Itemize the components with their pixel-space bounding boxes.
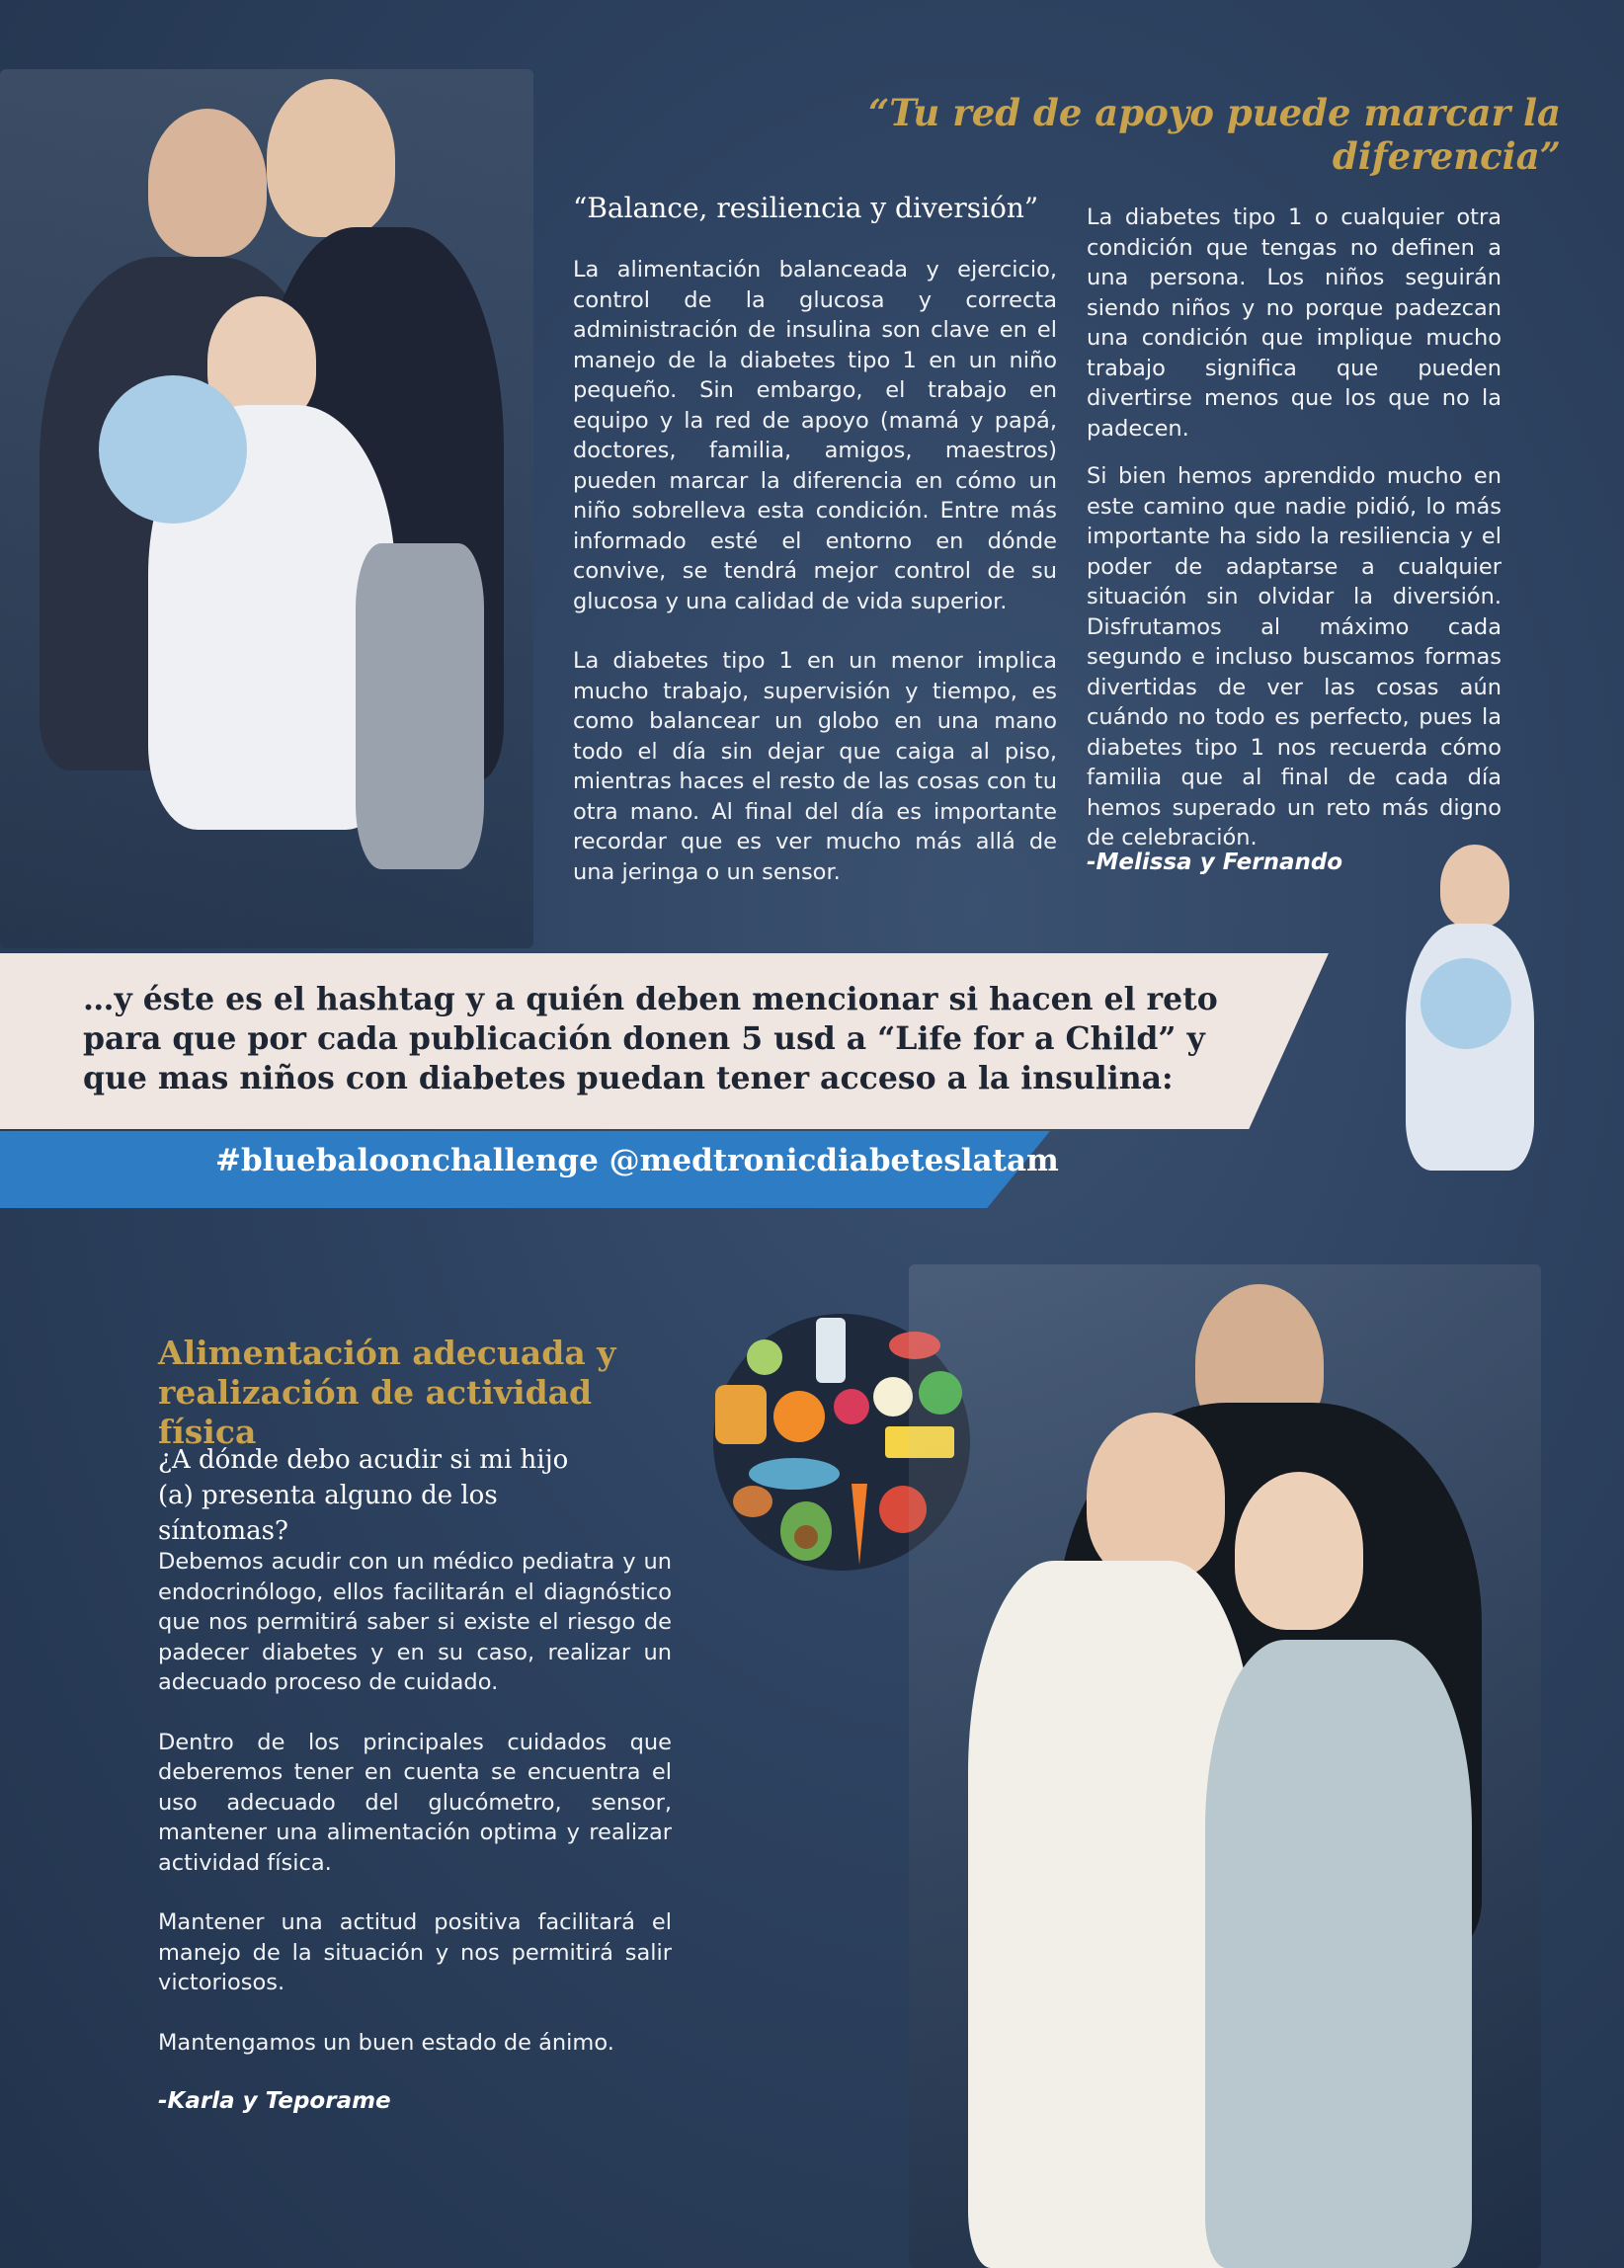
paragraph: La diabetes tipo 1 o cualquier otra condición que tengas no definen a una persona. Los niños seguirán siendo niños y no porque padezcan una condición que implique mucho trabajo significa que pueden divertirse menos que los que no la padecen. xyxy=(1087,204,1502,442)
paragraph: Mantengamos un buen estado de ánimo. xyxy=(158,2029,614,2056)
paragraph: Dentro de los principales cuidados que deberemos tener en cuenta se encuentra el uso adecuado del glucómetro, sensor, mantener una alimentación optima y realizar actividad física. xyxy=(158,1729,672,1876)
column-subheading: “Balance, resiliencia y diversión” xyxy=(573,192,1039,224)
family-photo xyxy=(0,69,533,948)
hashtag-text: #bluebaloonchallenge @medtronicdiabeteslatam xyxy=(215,1143,1059,1178)
paragraph: Debemos acudir con un médico pediatra y un endocrinólogo, ellos facilitarán el diagnóstico que nos permitirá saber si existe el riesgo de padecer diabetes y en su caso, realizar un adecuado proceso de cuidado. xyxy=(158,1549,672,1695)
toddler-photo xyxy=(1361,845,1579,1230)
column-2-text xyxy=(1087,202,1502,883)
paragraph: Mantener una actitud positiva facilitará el manejo de la situación y nos permitirá salir victoriosos. xyxy=(158,1909,672,1995)
paragraph: La diabetes tipo 1 en un menor implica mucho trabajo, supervisión y tiempo, es como balancear un globo en una mano todo el día sin dejar que caiga al piso, mientras haces el resto de las cosas con tu otra mano. Al final del día es importante recordar que es ver mucho más allá de una jeringa o un sensor. xyxy=(573,648,1057,885)
family-photo-2 xyxy=(909,1264,1541,2268)
quote-title: “Tu red de apoyo puede marcar la diferencia” xyxy=(868,91,1561,178)
signature-top: -Melissa y Fernando xyxy=(1087,850,1343,875)
section-title: Alimentación adecuada y realización de actividad física xyxy=(158,1334,616,1451)
signature-bottom: -Karla y Teporame xyxy=(158,2088,391,2114)
paragraph: Si bien hemos aprendido mucho en este camino que nadie pidió, lo más importante ha sido la resiliencia y el poder de adaptarse a cualquier situación sin olvidar la diversión. Disfrutamos al máximo cada segundo e incluso buscamos formas divertidas de ver las cosas aún cuándo no todo es perfecto, pues la diabetes tipo 1 nos recuerda cómo familia que al final de cada día hemos superado un reto más digno de celebración. xyxy=(1087,463,1502,850)
question-heading: ¿A dónde debo acudir si mi hijo (a) presenta alguno de los síntomas? xyxy=(158,1445,569,1546)
bottom-text xyxy=(158,1547,672,2087)
paragraph: La alimentación balanceada y ejercicio, control de la glucosa y correcta administración de insulina son clave en el manejo de la diabetes tipo 1 en un niño pequeño. Sin embargo, el trabajo en equipo y la red de apoyo (mamá y papá, doctores, familia, amigos, maestros) pueden marcar la diferencia en cómo un niño sobrelleva esta condición. Entre más informado esté el entorno en dónde convive, se tendrá mejor control de su glucosa y una calidad de vida superior. xyxy=(573,257,1057,614)
banner-text: …y éste es el hashtag y a quién deben mencionar si hacen el reto para que por cada publicación donen 5 usd a “Life for a Child” y que mas niños con diabetes puedan tener acceso a la insulina: xyxy=(83,981,1218,1096)
column-1-text xyxy=(573,255,1057,917)
